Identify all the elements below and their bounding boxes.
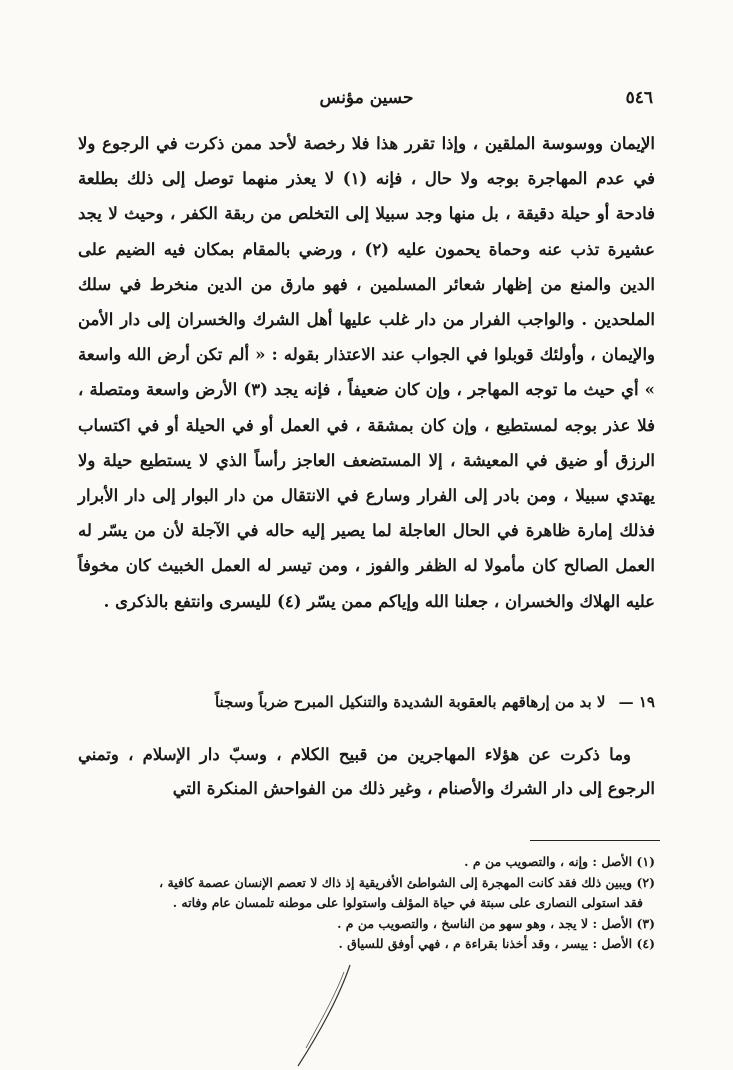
running-head: حسين مؤنس — [319, 88, 414, 108]
footnote-2: (٢) ويبين ذلك فقد كانت المهجرة إلى الشواطئ الأفريقية إذ ذاك لا تعصم الإنسان عصمة كافية ، — [159, 874, 655, 890]
page-number: ٥٤٦ — [625, 88, 653, 108]
footnote-1: (١) الأصل : وإنه ، والتصويب من م . — [464, 854, 655, 869]
paragraph-text: الإيمان ووسوسة الملقين ، وإذا تقرر هذا فلا رخصة لأحد ممن ذكرت في الرجوع ولا في عدم المهاجرة بوجه ولا حال ، فإنه (١) لا يعذر منهما توصل إلى ذلك بطلعة فادحة أو حيلة دقيقة ، بل منها وجد سبيلا إلى التخلص من ربقة الكفر ، وحيث لا يجد عشيرة تذب عنه وحماة يحمون عليه (٢) ، ورضي بالمقام بمكان فيه الضيم على الدين والمنع من إظهار شعائر المسلمين ، فهو مارق من الدين منخرط في سلك الملحدين . والواجب الفرار من دار غلب عليها أهل الشرك والخسران إلى دار الأمن والإيمان ، وأولئك قوبلوا في الجواب عند الاعتذار بقوله : « ألم تكن أرض الله واسعة » أي حيث ما توجه المهاجر ، وإن كان ضعيفاً ، فإنه يجد (٣) الأرض واسعة ومتصلة ، فلا عذر بوجه لمستطيع ، وإن كان بمشقة ، في العمل أو في الحيلة أو في اكتساب الرزق أو ضيق في المعيشة ، إلا المستضعف العاجز رأساً الذي لا يستطيع حيلة ولا يهتدي سبيلا ، ومن بادر إلى الفرار وسارع في الانتقال من دار البوار إلى دار الأبرار فذلك إمارة ظاهرة في الحال العاجلة لما يصير إليه حاله في الآجلة لأن من يسّر له العمل الصالح كان مأمولا له الظفر والفوز ، ومن تيسر له العمل الخبيث كان مخوفاً عليه الهلاك والخسران ، جعلنا الله وإياكم ممن يسّر (٤) لليسرى وانتفع بالذكرى . — [78, 134, 655, 611]
section-number: ١٩ — — [618, 693, 655, 711]
section-title: لا بد من إرهاقهم بالعقوبة الشديدة والتنكيل المبرح ضرباً وسجناً — [214, 693, 606, 711]
footnote-4: (٤) الأصل : ييسر ، وقد أخذنا بقراءة م ، فهي أوفق للسياق . — [338, 936, 655, 951]
footnote-3: (٣) الأصل : لا يجد ، وهو سهو من الناسخ ، والتصويب من م . — [337, 915, 655, 931]
footnote-2-continued: فقد استولى النصارى على سبتة في حياة المؤلف واستولوا على موطنه تلمسان عام وفاته . — [172, 895, 643, 910]
paragraph-text: وما ذكرت عن هؤلاء المهاجرين من قبيح الكلام ، وسبّ دار الإسلام ، وتمني الرجوع إلى دار الشرك والأصنام ، وغير ذلك من الفواحش المنكرة التي — [78, 745, 655, 798]
